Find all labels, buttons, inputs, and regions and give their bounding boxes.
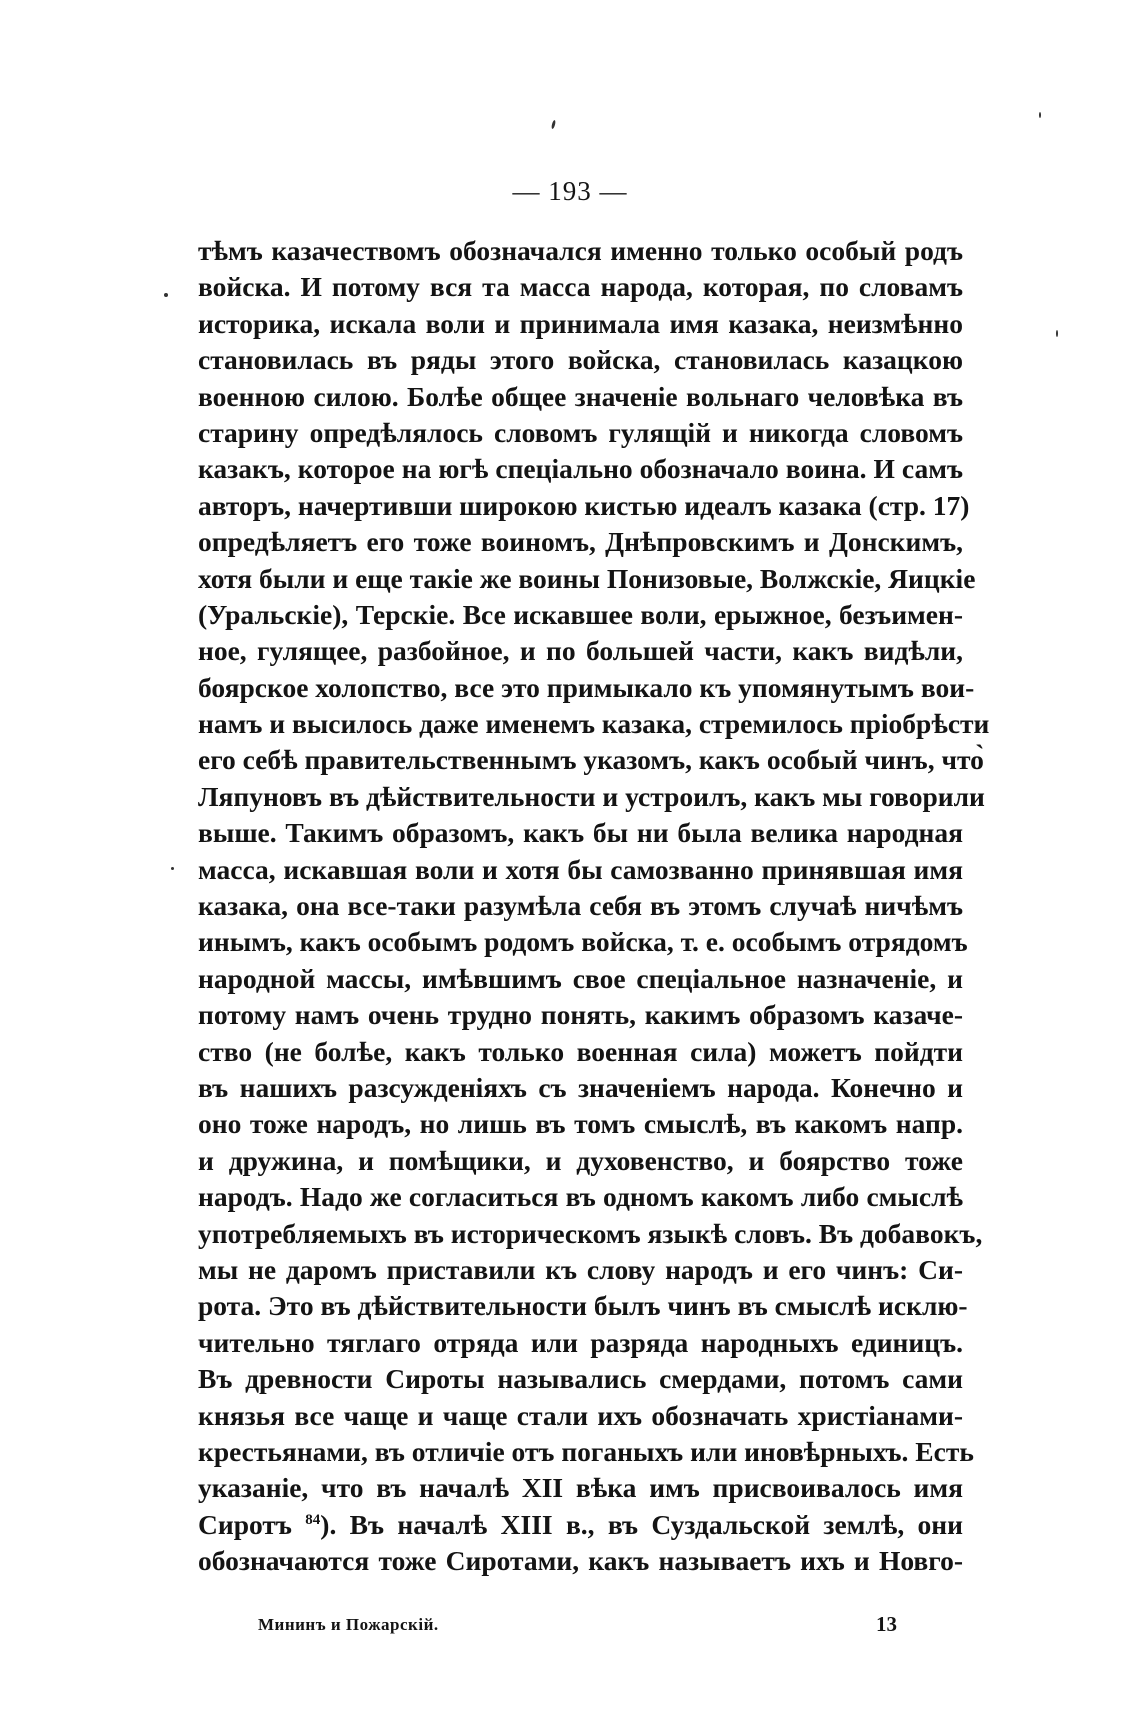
text-line: выше. Такимъ образомъ, какъ бы ни была велика народная (198, 817, 963, 849)
text-line: его себѣ правительственнымъ указомъ, какъ особый чинъ, что̀ (198, 744, 984, 776)
text-line: рота. Это въ дѣйствительности былъ чинъ въ смыслѣ исклю- (198, 1290, 968, 1322)
text-line: боярское холопство, все это примыкало къ упомянутымъ вои- (198, 671, 975, 703)
text-fragment: Въ началѣ XIII в., въ Суздальской землѣ, они (349, 1508, 963, 1540)
scan-speck (1056, 330, 1058, 337)
text-line: военною силою. Болѣе общее значеніе вольнаго человѣка въ (198, 380, 963, 412)
scan-speck (1039, 112, 1041, 118)
text-line: ство (не болѣе, какъ только военная сила) можетъ пойдти (198, 1035, 963, 1067)
text-line: войска. И потому вся та масса народа, которая, по словамъ (198, 271, 963, 303)
text-line: опредѣляетъ его тоже воиномъ, Днѣпровскимъ и Донскимъ, (198, 526, 963, 558)
text-line: Ляпуновъ въ дѣйствительности и устроилъ, какъ мы говорили (198, 780, 985, 812)
scan-speck (551, 120, 556, 129)
text-line: казакъ, которое на югѣ спеціально обозначало воина. И самъ (198, 453, 963, 485)
scan-speck (164, 293, 168, 297)
text-line: указаніе, что въ началѣ XII вѣка имъ присвоивалось имя (198, 1472, 963, 1504)
text-line: народной массы, имѣвшимъ свое спеціальное назначеніе, и (198, 962, 963, 994)
text-line: чительно тяглаго отряда или разряда народныхъ единицъ. (198, 1326, 963, 1358)
text-line: обозначаются тоже Сиротами, какъ называетъ ихъ и Новго- (198, 1545, 963, 1577)
text-line-with-footnote: Сиротъ $^{84}$). Въ началѣ XIII в., въ Суздальской землѣ, они (198, 1508, 963, 1540)
scan-speck (171, 867, 174, 870)
text-line: инымъ, какъ особымъ родомъ войска, т. е. особымъ отрядомъ (198, 926, 968, 958)
footer-book-title: Мининъ и Пожарскій. (258, 1615, 439, 1634)
text-line: старину опредѣлялось словомъ гулящій и никогда словомъ (198, 416, 963, 448)
body-text (198, 233, 990, 1579)
text-line: хотя были и еще такіе же воины Понизовые, Волжскіе, Яицкіе (198, 562, 976, 594)
text-line: масса, искавшая воли и хотя бы самозванно принявшая имя (198, 853, 963, 885)
text-line: народъ. Надо же согласиться въ одномъ какомъ либо смыслѣ (198, 1181, 963, 1213)
text-line: становилась въ ряды этого войска, становилась казацкою (198, 344, 963, 376)
text-line: казака, она все-таки разумѣла себя въ этомъ случаѣ ничѣмъ (198, 890, 963, 922)
text-line: въ нашихъ разсужденіяхъ съ значеніемъ народа. Конечно и (198, 1071, 963, 1103)
text-fragment: Сиротъ (198, 1508, 292, 1540)
text-line: тѣмъ казачествомъ обозначался именно только особый родъ (198, 235, 963, 266)
footer-signature-number: 13 (876, 1612, 897, 1636)
text-line: авторъ, начертивши широкою кистью идеалъ казака (стр. 17) (198, 489, 970, 521)
text-line: потому намъ очень трудно понять, какимъ образомъ казаче- (198, 999, 963, 1031)
footnote-marker[interactable]: 84 (305, 1511, 321, 1528)
text-line: (Уральскіе), Терскіе. Все искавшее воли, ерыжное, безъимен- (198, 598, 963, 630)
page-number: — 193 — (512, 176, 628, 206)
text-line: крестьянами, въ отличіе отъ поганыхъ или иновѣрныхъ. Есть (198, 1435, 974, 1467)
text-line: князья все чаще и чаще стали ихъ обозначать христіанами- (198, 1399, 963, 1431)
text-line: Въ древности Сироты назывались смердами, потомъ сами (198, 1363, 963, 1395)
text-line: историка, искала воли и принимала имя казака, неизмѣнно (198, 307, 963, 339)
text-line: намъ и высилось даже именемъ казака, стремилось пріобрѣсти (198, 708, 990, 740)
text-line: мы не даромъ приставили къ слову народъ и его чинъ: Си- (198, 1253, 963, 1285)
text-line: оно тоже народъ, но лишь въ томъ смыслѣ, въ какомъ напр. (198, 1108, 963, 1140)
text-line: употребляемыхъ въ историческомъ языкѣ словъ. Въ добавокъ, (198, 1217, 983, 1249)
text-line: и дружина, и помѣщики, и духовенство, и боярство тоже (198, 1144, 963, 1176)
text-line: ное, гулящее, разбойное, и по большей части, какъ видѣли, (198, 635, 963, 667)
